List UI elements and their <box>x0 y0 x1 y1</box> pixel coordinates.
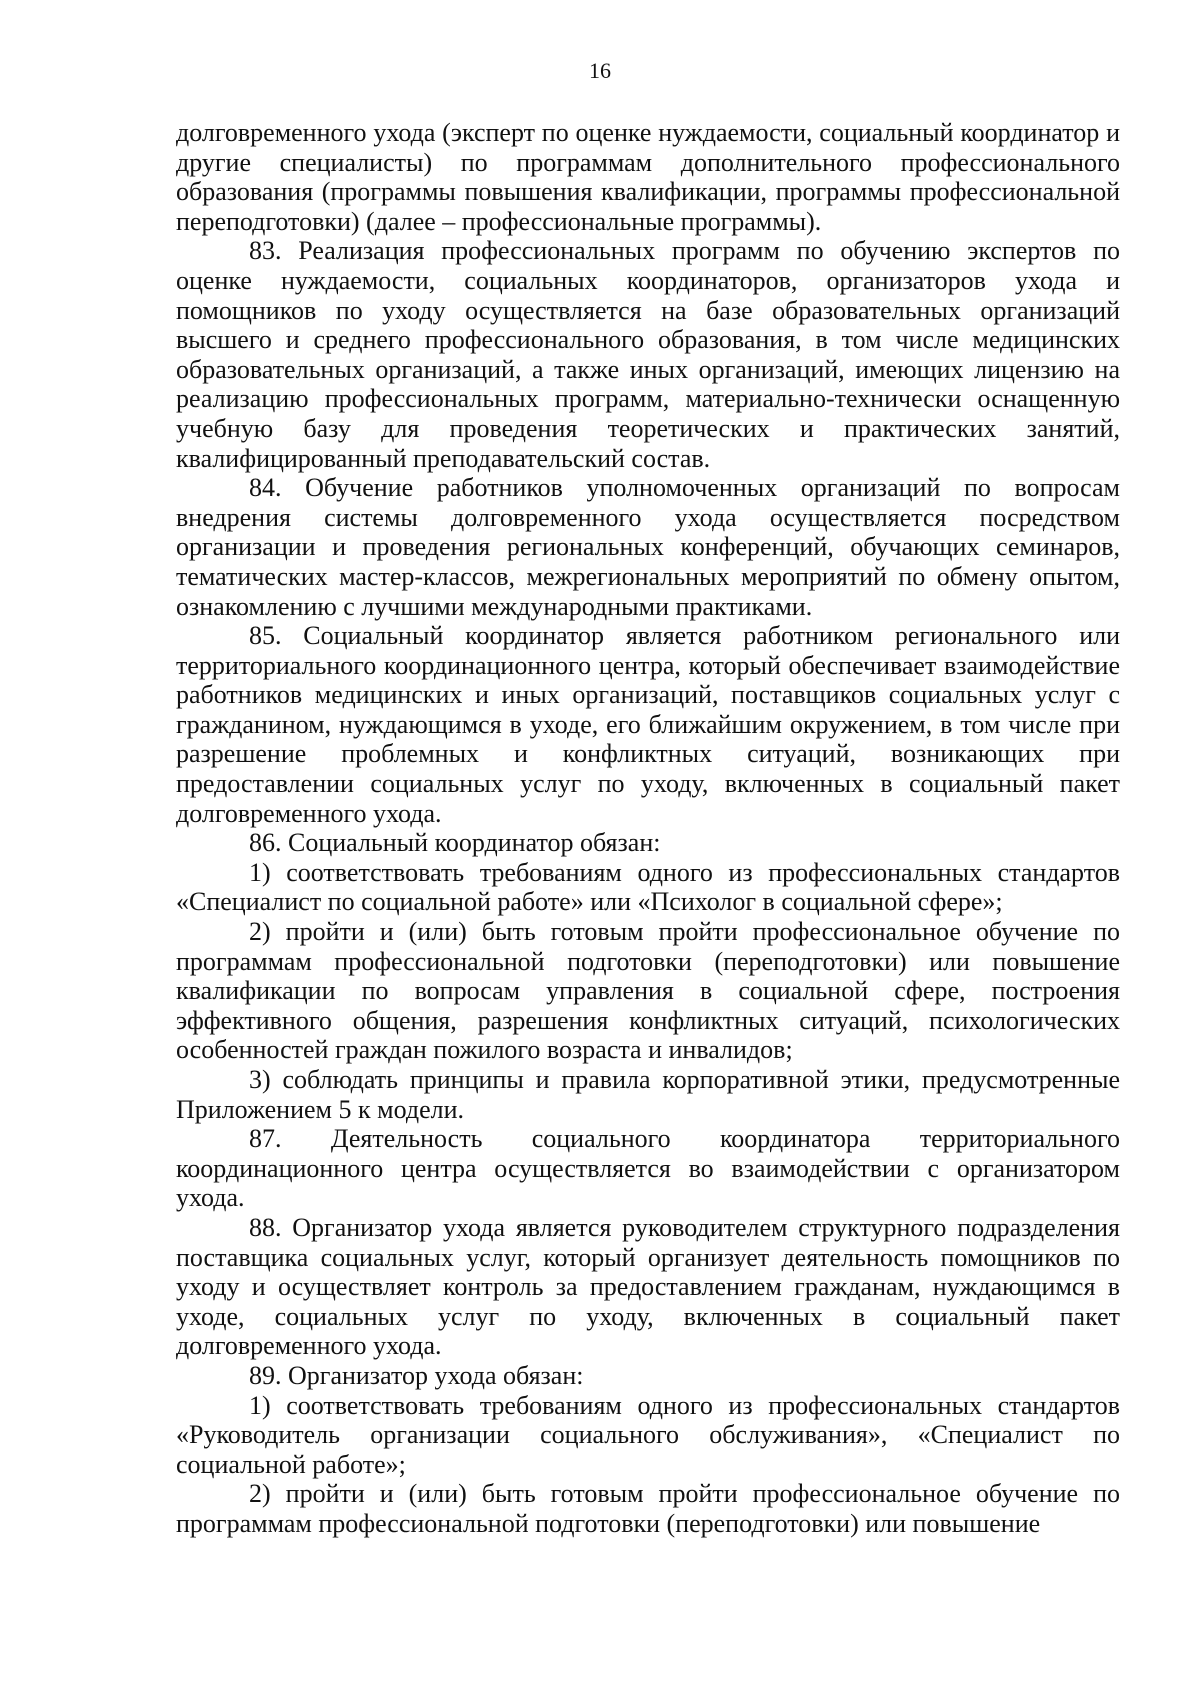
paragraph-89-item-1: 1) соответствовать требованиям одного из профессиональных стандартов «Руководитель организации социального обслуживания», «Специалист по социальной работе»; <box>176 1390 1120 1479</box>
paragraph-89: 89. Организатор ухода обязан: <box>249 1360 584 1390</box>
paragraph-86-item-1: 1) соответствовать требованиям одного из профессиональных стандартов «Специалист по социальной работе» или «Психолог в социальной сфере»; <box>176 857 1120 917</box>
paragraph-84: 84. Обучение работников уполномоченных организаций по вопросам внедрения системы долговременного ухода осуществляется посредством организации и проведения региональных конференций, обучающих семинаров, тематических мастер-классов, межрегиональных мероприятий по обмену опытом, ознакомлению с лучшими международными практиками. <box>176 473 1120 621</box>
paragraph-89-item-2: 2) пройти и (или) быть готовым пройти профессиональное обучение по программам профессиональной подготовки (переподготовки) или повышение <box>176 1479 1120 1538</box>
document-body <box>176 118 1120 1539</box>
page-number: 16 <box>589 58 611 83</box>
paragraph-continuation: долговременного ухода (эксперт по оценке нуждаемости, социальный координатор и другие специалисты) по программам дополнительного профессионального образования (программы повышения квалификации, программы профессиональной переподготовки) (далее – профессиональные программы). <box>176 118 1120 236</box>
paragraph-88: 88. Организатор ухода является руководителем структурного подразделения поставщика социальных услуг, который организует деятельность помощников по уходу и осуществляет контроль за предоставлением гражданам, нуждающимся в уходе, социальных услуг по уходу, включенных в социальный пакет долговременного ухода. <box>176 1212 1120 1361</box>
paragraph-86-item-2: 2) пройти и (или) быть готовым пройти профессиональное обучение по программам профессиональной подготовки (переподготовки) или повышение квалификации по вопросам управления в социальной сфере, построения эффективного общения, разрешения конфликтных ситуаций, психологических особенностей граждан пожилого возраста и инвалидов; <box>176 917 1120 1065</box>
paragraph-86: 86. Социальный координатор обязан: <box>249 828 661 858</box>
paragraph-86-item-3: 3) соблюдать принципы и правила корпоративной этики, предусмотренные Приложением 5 к модели. <box>176 1065 1120 1124</box>
paragraph-85: 85. Социальный координатор является работником регионального или территориального координационного центра, который обеспечивает взаимодействие работников медицинских и иных организаций, поставщиков социальных услуг с гражданином, нуждающимся в уходе, его ближайшим окружением, в том числе при разрешение проблемных и конфликтных ситуаций, возникающих при предоставлении социальных услуг по уходу, включенных в социальный пакет долговременного ухода. <box>176 621 1120 828</box>
paragraph-83: 83. Реализация профессиональных программ по обучению экспертов по оценке нуждаемости, социальных координаторов, организаторов ухода и помощников по уходу осуществляется на базе образовательных организаций высшего и среднего профессионального образования, в том числе медицинских образовательных организаций, а также иных организаций, имеющих лицензию на реализацию профессиональных программ, материально-технически оснащенную учебную базу для проведения теоретических и практических занятий, квалифицированный преподавательский состав. <box>176 236 1120 473</box>
paragraph-87: 87. Деятельность социального координатора территориального координационного центра осуществляется во взаимодействии с организатором ухода. <box>176 1124 1120 1213</box>
